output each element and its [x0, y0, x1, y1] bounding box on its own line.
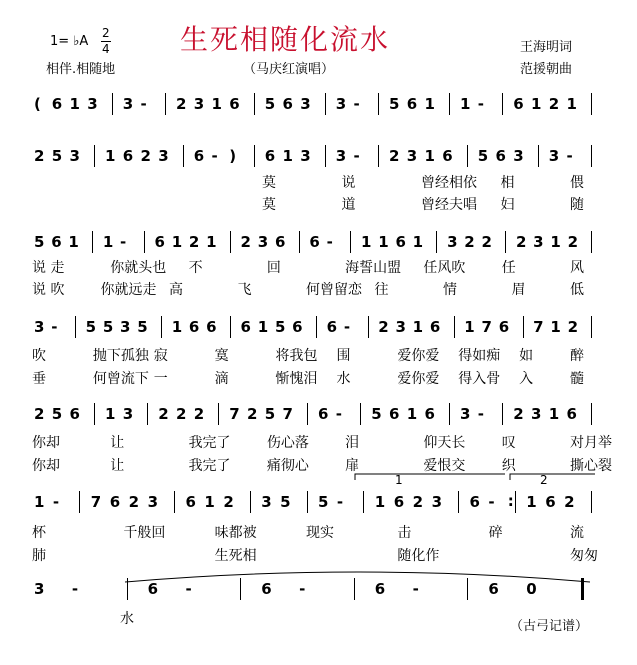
composer: 范援朝曲 — [520, 62, 573, 77]
bar-line — [360, 403, 361, 425]
note: 5 — [274, 318, 286, 336]
note: 1 — [204, 493, 215, 511]
lyric: 千般回 — [123, 525, 166, 541]
note: 1 — [424, 95, 435, 113]
note: - — [335, 405, 342, 423]
lyric: 惭愧泪 — [275, 371, 318, 387]
note: 3 — [34, 318, 45, 336]
bar-line — [515, 491, 516, 513]
note: 3 — [122, 95, 134, 113]
note: 2 — [389, 147, 400, 165]
note: 3 — [69, 147, 80, 165]
lyric: 曾经夫唱 — [421, 197, 477, 213]
note: 0 — [526, 580, 537, 598]
bar-line — [112, 93, 113, 115]
note: 1 — [105, 405, 116, 423]
lyric: 爱你爱 — [397, 348, 440, 364]
bar-line — [147, 403, 148, 425]
bar-line — [325, 145, 326, 167]
note: 6 — [292, 318, 303, 336]
bar-line — [591, 491, 592, 513]
note: 5 — [371, 405, 382, 423]
note: 1 — [550, 233, 561, 251]
note: 7 — [229, 405, 240, 423]
note: 1 — [69, 95, 80, 113]
note: 6 — [374, 580, 386, 598]
lyric: 伤心落 — [266, 435, 309, 451]
lyric: 情 — [443, 282, 457, 298]
note: 6 — [261, 580, 272, 598]
note: - — [353, 147, 360, 165]
bar-line — [354, 578, 355, 600]
note: 6 — [406, 95, 418, 113]
note: 1 — [211, 95, 222, 113]
lyric: 痛彻心 — [266, 458, 309, 474]
note: - — [185, 580, 192, 598]
lyric: 碎 — [488, 525, 503, 541]
lyric: 一 — [153, 371, 168, 387]
note: 3 — [158, 147, 169, 165]
note: 6 — [122, 147, 134, 165]
bar-line — [467, 578, 468, 600]
note: 3 — [300, 147, 311, 165]
bar-line — [307, 491, 308, 513]
note: 2 — [247, 405, 258, 423]
lyric: 水 — [336, 371, 351, 387]
lyric: 垂 — [32, 371, 46, 387]
note: - — [326, 233, 333, 251]
note: 5 — [137, 318, 148, 336]
tempo-marking: 相伴.相随地 — [46, 62, 116, 77]
bar-line — [436, 231, 437, 253]
note: 2 — [515, 233, 527, 251]
note: 6 — [469, 493, 480, 511]
lyric: 你就头也 — [110, 260, 167, 276]
note: 3 — [548, 147, 560, 165]
note: 6 — [389, 405, 400, 423]
note: ) — [229, 147, 237, 165]
lyric: 我完了 — [188, 435, 231, 451]
note: 1 — [171, 318, 183, 336]
bar-line — [502, 93, 503, 115]
bar-line — [230, 316, 231, 338]
note: 1 — [548, 405, 560, 423]
note: 6 — [495, 147, 506, 165]
note: 2 — [188, 233, 200, 251]
note: 1 — [412, 233, 424, 251]
bar-line — [183, 145, 184, 167]
note: 1 — [361, 233, 372, 251]
note: 6 — [498, 318, 510, 336]
note: 5 — [102, 318, 114, 336]
lyric: 何曾流下 — [92, 371, 149, 387]
lyric: 道 — [341, 197, 356, 213]
bar-line — [523, 316, 524, 338]
note: 3 — [531, 405, 542, 423]
note: 1 — [34, 493, 45, 511]
lyric: 匆匆 — [570, 548, 598, 564]
lyric: 飞 — [237, 282, 252, 298]
note: 2 — [223, 493, 234, 511]
volta-1: 1 — [395, 473, 403, 487]
bar-line — [505, 231, 506, 253]
lyric: 扉 — [345, 458, 360, 474]
repeat-sign: : — [507, 492, 514, 510]
note: 1 — [412, 318, 424, 336]
volta-2: 2 — [540, 473, 548, 487]
note: - — [120, 233, 127, 251]
bar-line — [230, 231, 231, 253]
note: 7 — [282, 405, 293, 423]
note: 3 — [87, 95, 98, 113]
lyric: 让 — [110, 458, 125, 474]
bar-line — [378, 93, 379, 115]
note: 6 — [229, 95, 240, 113]
note: 2 — [128, 493, 140, 511]
lyric: 撕心裂 — [570, 458, 612, 474]
bar-line — [591, 316, 592, 338]
note: 6 — [513, 95, 524, 113]
note: 3 — [335, 95, 347, 113]
note: 2 — [176, 405, 187, 423]
note: 1 — [460, 95, 471, 113]
lyric: 得如痴 — [458, 348, 501, 364]
note: 3 — [34, 580, 45, 598]
lyric: 杯 — [32, 525, 46, 541]
lyric: 仰天长 — [423, 435, 466, 451]
lyric: 说 走 — [32, 260, 65, 276]
note: 3 — [533, 233, 544, 251]
bar-line — [250, 491, 251, 513]
lyric: 我完了 — [188, 458, 231, 474]
note: 1 — [531, 95, 542, 113]
bar-line — [144, 231, 145, 253]
bar-line — [591, 231, 592, 253]
bar-line — [92, 231, 93, 253]
note: - — [477, 95, 484, 113]
note: 6 — [429, 318, 441, 336]
note: 5 — [280, 493, 291, 511]
note: ( — [34, 95, 41, 113]
note: 6 — [188, 318, 200, 336]
note: - — [71, 580, 79, 598]
lyric: 击 — [397, 525, 412, 541]
lyric: 任 — [501, 260, 516, 276]
lyric: 对月举 — [570, 435, 612, 451]
note: - — [51, 318, 58, 336]
note: 2 — [513, 405, 524, 423]
lyric: 任风吹 — [423, 260, 466, 276]
bar-line — [174, 491, 175, 513]
lyric: 你就远走 — [100, 282, 157, 298]
note: 6 — [51, 233, 62, 251]
lyric: 抛下孤独 — [92, 348, 149, 364]
note: 1 — [102, 233, 114, 251]
note: 6 — [424, 405, 435, 423]
lyric: 何曾留恋 — [306, 282, 362, 298]
note: 2 — [548, 95, 560, 113]
note: 3 — [257, 233, 269, 251]
bar-line — [467, 145, 468, 167]
lyric: 回 — [266, 260, 281, 276]
note: 3 — [513, 147, 524, 165]
lyric: 围 — [336, 348, 351, 364]
lyric: 泪 — [345, 435, 360, 451]
note: 3 — [431, 493, 443, 511]
note: 5 — [389, 95, 400, 113]
lyric: 现实 — [306, 525, 334, 541]
bar-line — [127, 578, 128, 600]
note: 1 — [378, 233, 389, 251]
lyric: 眉 — [511, 282, 526, 298]
note: 1 — [406, 405, 418, 423]
bar-line — [378, 145, 379, 167]
bar-line — [307, 403, 308, 425]
bar-line — [325, 93, 326, 115]
lyric: 偎 — [570, 175, 584, 191]
note: 6 — [545, 493, 556, 511]
note: 1 — [424, 147, 435, 165]
lyric: 肺 — [32, 548, 46, 564]
note: 1 — [68, 233, 79, 251]
bar-line — [538, 145, 539, 167]
note: 1 — [374, 493, 386, 511]
note: 2 — [158, 405, 169, 423]
lyric: 髓 — [570, 371, 584, 387]
bar-line — [591, 145, 592, 167]
note: - — [353, 95, 360, 113]
note: - — [52, 493, 60, 511]
note: 1 — [550, 318, 561, 336]
note: 2 — [140, 147, 151, 165]
note: 5 — [34, 233, 45, 251]
note: 2 — [378, 318, 389, 336]
lyric: 爱恨交 — [423, 458, 466, 474]
note: 5 — [51, 405, 63, 423]
note: 1 — [206, 233, 217, 251]
lyric: 水 — [120, 611, 134, 627]
bar-line — [218, 403, 219, 425]
note: 7 — [90, 493, 102, 511]
bar-line — [363, 491, 364, 513]
lyric: 滴 — [214, 371, 229, 387]
note: 6 — [395, 233, 406, 251]
lyric: 醉 — [570, 348, 584, 364]
tie-arc — [125, 572, 590, 582]
note: - — [488, 493, 495, 511]
note: - — [211, 147, 218, 165]
note: 6 — [318, 405, 329, 423]
lyric: 高 — [169, 282, 183, 298]
bar-line — [240, 578, 241, 600]
note: 6 — [393, 493, 405, 511]
bar-line — [75, 316, 76, 338]
note: 3 — [300, 95, 311, 113]
lyric: 吹 — [32, 348, 46, 364]
transcriber: （古弓记谱） — [510, 619, 589, 634]
lyric: 织 — [501, 458, 516, 474]
bar-line — [79, 491, 80, 513]
performer: （马庆红演唱） — [243, 62, 335, 77]
song-title: 生死相随化流水 — [180, 23, 391, 56]
bar-line — [254, 145, 255, 167]
lyric: 相 — [500, 175, 515, 191]
lyric: 你却 — [32, 435, 60, 451]
bar-line — [94, 145, 95, 167]
note: 2 — [176, 95, 187, 113]
lyric: 妇 — [500, 197, 515, 213]
note: 6 — [240, 318, 251, 336]
lyric: 入 — [519, 371, 534, 387]
note: - — [140, 95, 147, 113]
lyric: 让 — [110, 435, 125, 451]
note: 6 — [488, 580, 499, 598]
note: 3 — [122, 405, 134, 423]
bar-line — [454, 316, 455, 338]
lyric: 往 — [374, 282, 389, 298]
note: 2 — [481, 233, 492, 251]
lyric: 将我包 — [275, 348, 318, 364]
note: 3 — [447, 233, 458, 251]
note: 5 — [477, 147, 489, 165]
note: 2 — [567, 233, 578, 251]
lyric: 味都被 — [214, 525, 257, 541]
note: 2 — [240, 233, 251, 251]
lyric: 流 — [570, 525, 584, 541]
lyric: 海誓山盟 — [345, 260, 402, 276]
note: 2 — [412, 493, 424, 511]
lyric: 得入骨 — [458, 371, 501, 387]
note: 6 — [282, 95, 293, 113]
note: - — [477, 405, 484, 423]
note: 6 — [51, 95, 63, 113]
key-signature: 1= ♭A — [50, 34, 89, 49]
note: 2 — [34, 147, 45, 165]
note: 3 — [147, 493, 159, 511]
note: 3 — [395, 318, 406, 336]
bar-line — [94, 403, 95, 425]
lyric: 莫 — [262, 175, 276, 191]
time-signature-bottom: 4 — [102, 42, 110, 56]
bar-line — [581, 578, 584, 600]
note: 6 — [154, 233, 165, 251]
bar-line — [458, 491, 459, 513]
lyric: 如 — [519, 348, 534, 364]
note: 6 — [274, 233, 286, 251]
note: 6 — [109, 493, 121, 511]
bar-line — [449, 403, 450, 425]
note: 1 — [257, 318, 269, 336]
note: - — [343, 318, 351, 336]
note: 5 — [85, 318, 97, 336]
note: 5 — [264, 405, 276, 423]
note: 2 — [564, 493, 575, 511]
bar-line — [350, 231, 351, 253]
note: 3 — [120, 318, 131, 336]
lyric: 说 — [341, 175, 356, 191]
note: 5 — [51, 147, 63, 165]
lyric: 风 — [570, 260, 584, 276]
note: - — [336, 493, 344, 511]
note: 2 — [34, 405, 45, 423]
note: 2 — [193, 405, 205, 423]
time-signature-top: 2 — [102, 26, 110, 40]
note: 3 — [460, 405, 471, 423]
lyricist: 王海明词 — [520, 40, 573, 55]
lyric: 叹 — [501, 435, 516, 451]
note: 2 — [464, 233, 475, 251]
note: 5 — [318, 493, 329, 511]
note: 1 — [526, 493, 537, 511]
note: 6 — [206, 318, 217, 336]
lyric: 低 — [570, 282, 584, 298]
lyric: 寂 — [153, 348, 168, 364]
bar-line — [449, 93, 450, 115]
bar-line — [316, 316, 317, 338]
note: 6 — [566, 405, 577, 423]
note: 6 — [264, 147, 276, 165]
bar-line — [502, 403, 503, 425]
lyric: 随 — [570, 197, 584, 213]
note: 6 — [193, 147, 205, 165]
bar-line — [161, 316, 162, 338]
note: 2 — [567, 318, 578, 336]
note: 3 — [335, 147, 347, 165]
note: 6 — [309, 233, 320, 251]
lyric: 随化作 — [397, 548, 440, 564]
note: 6 — [326, 318, 338, 336]
note: 7 — [533, 318, 544, 336]
note: 1 — [464, 318, 475, 336]
note: 3 — [193, 95, 205, 113]
bar-line — [591, 403, 592, 425]
bar-line — [299, 231, 300, 253]
note: 6 — [185, 493, 196, 511]
bar-line — [254, 93, 255, 115]
note: 1 — [282, 147, 293, 165]
note: 1 — [171, 233, 183, 251]
lyric: 寞 — [214, 348, 229, 364]
note: 3 — [406, 147, 418, 165]
note: 1 — [105, 147, 116, 165]
note: 5 — [264, 95, 276, 113]
note: 3 — [261, 493, 272, 511]
lyric: 你却 — [32, 458, 60, 474]
note: - — [412, 580, 419, 598]
lyric: 莫 — [262, 197, 276, 213]
note: - — [299, 580, 306, 598]
lyric: 曾经相依 — [421, 175, 477, 191]
lyric: 生死相 — [214, 548, 257, 564]
lyric: 爱你爱 — [397, 371, 440, 387]
note: 1 — [566, 95, 577, 113]
lyric: 说 吹 — [32, 282, 65, 298]
note: - — [566, 147, 573, 165]
bar-line — [591, 93, 592, 115]
bar-line — [165, 93, 166, 115]
lyric: 不 — [188, 260, 203, 276]
note: 6 — [442, 147, 453, 165]
bar-line — [368, 316, 369, 338]
note: 6 — [69, 405, 80, 423]
note: 7 — [481, 318, 492, 336]
note: 6 — [147, 580, 159, 598]
